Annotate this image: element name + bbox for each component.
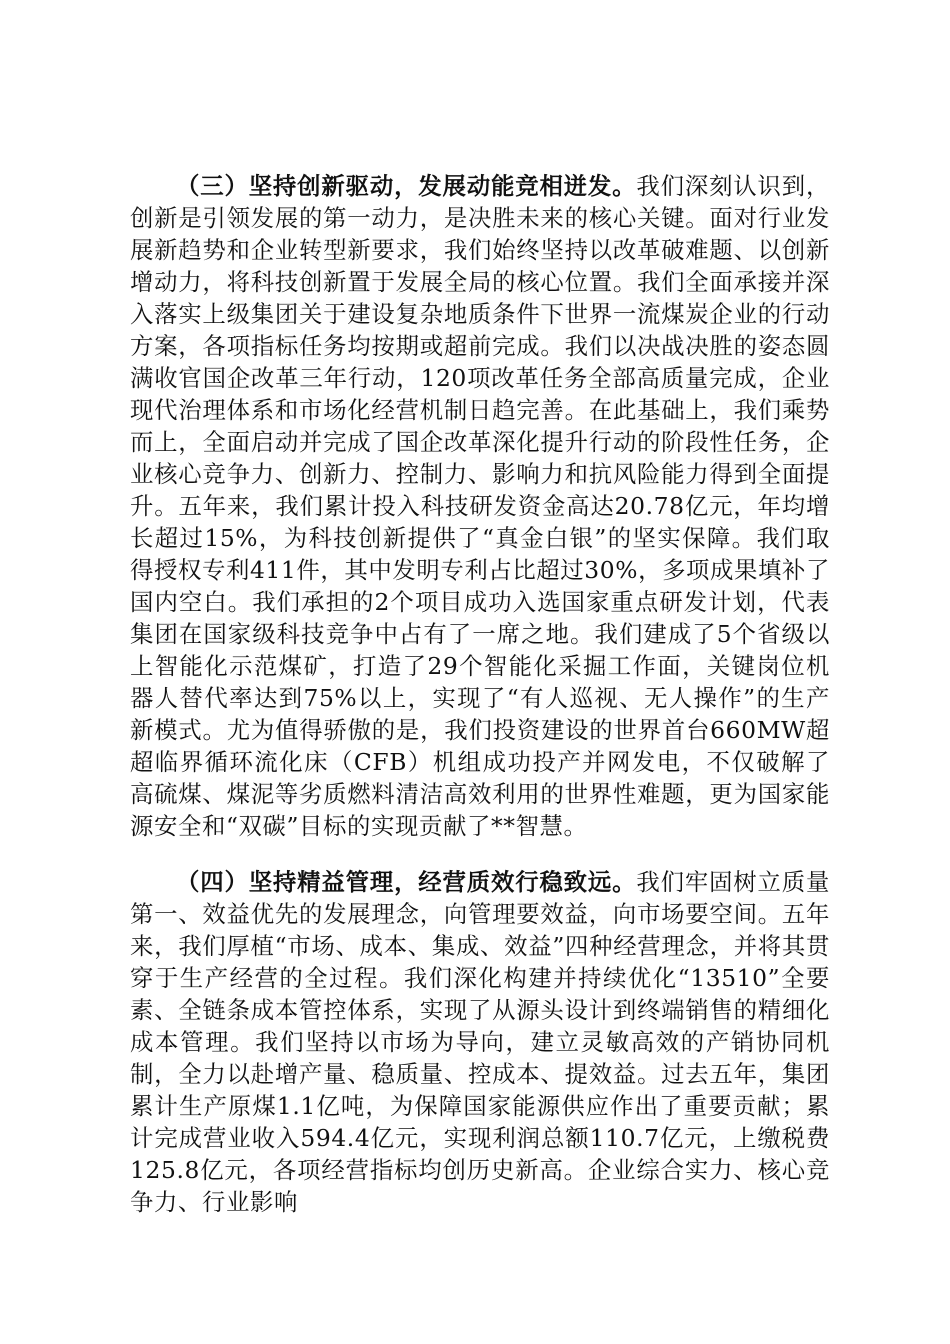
paragraph-innovation <box>130 170 830 842</box>
paragraph-body: 我们深刻认识到，创新是引领发展的第一动力，是决胜未来的核心关键。面对行业发展新趋势和企业转型新要求，我们始终坚持以改革破难题、以创新增动力，将科技创新置于发展全局的核心位置。我们全面承接并深入落实上级集团关于建设复杂地质条件下世界一流煤炭企业的行动方案，各项指标任务均按期或超前完成。我们以决战决胜的姿态圆满收官国企改革三年行动，120项改革任务全部高质量完成，企业现代治理体系和市场化经营机制日趋完善。在此基础上，我们乘势而上，全面启动并完成了国企改革深化提升行动的阶段性任务，企业核心竞争力、创新力、控制力、影响力和抗风险能力得到全面提升。五年来，我们累计投入科技研发资金高达20.78亿元，年均增长超过15%，为科技创新提供了“真金白银”的坚实保障。我们取得授权专利411件，其中发明专利占比超过30%，多项成果填补了国内空白。我们承担的2个项目成功入选国家重点研发计划，代表集团在国家级科技竞争中占有了一席之地。我们建成了5个省级以上智能化示范煤矿，打造了29个智能化采掘工作面，关键岗位机器人替代率达到75%以上，实现了“有人巡视、无人操作”的生产新模式。尤为值得骄傲的是，我们投资建设的世界首台660MW超超临界循环流化床（CFB）机组成功投产并网发电，不仅破解了高硫煤、煤泥等劣质燃料清洁高效利用的世界性难题，更为国家能源安全和“双碳”目标的实现贡献了**智慧。 <box>130 172 830 840</box>
paragraph-heading: （四）坚持精益管理，经营质效行稳致远。 <box>176 868 637 896</box>
paragraph-body: 我们牢固树立质量第一、效益优先的发展理念，向管理要效益，向市场要空间。五年来，我们厚植“市场、成本、集成、效益”四种经营理念，并将其贯穿于生产经营的全过程。我们深化构建并持续优化“13510”全要素、全链条成本管控体系，实现了从源头设计到终端销售的精细化成本管理。我们坚持以市场为导向，建立灵敏高效的产销协同机制，全力以赴增产量、稳质量、控成本、提效益。过去五年，集团累计生产原煤1.1亿吨，为保障国家能源供应作出了重要贡献；累计完成营业收入594.4亿元，实现利润总额110.7亿元，上缴税费125.8亿元，各项经营指标均创历史新高。企业综合实力、核心竞争力、行业影响 <box>130 868 830 1216</box>
paragraph-heading: （三）坚持创新驱动，发展动能竞相迸发。 <box>176 172 637 200</box>
paragraph-lean-management <box>130 866 830 1218</box>
document-page <box>130 170 830 1218</box>
